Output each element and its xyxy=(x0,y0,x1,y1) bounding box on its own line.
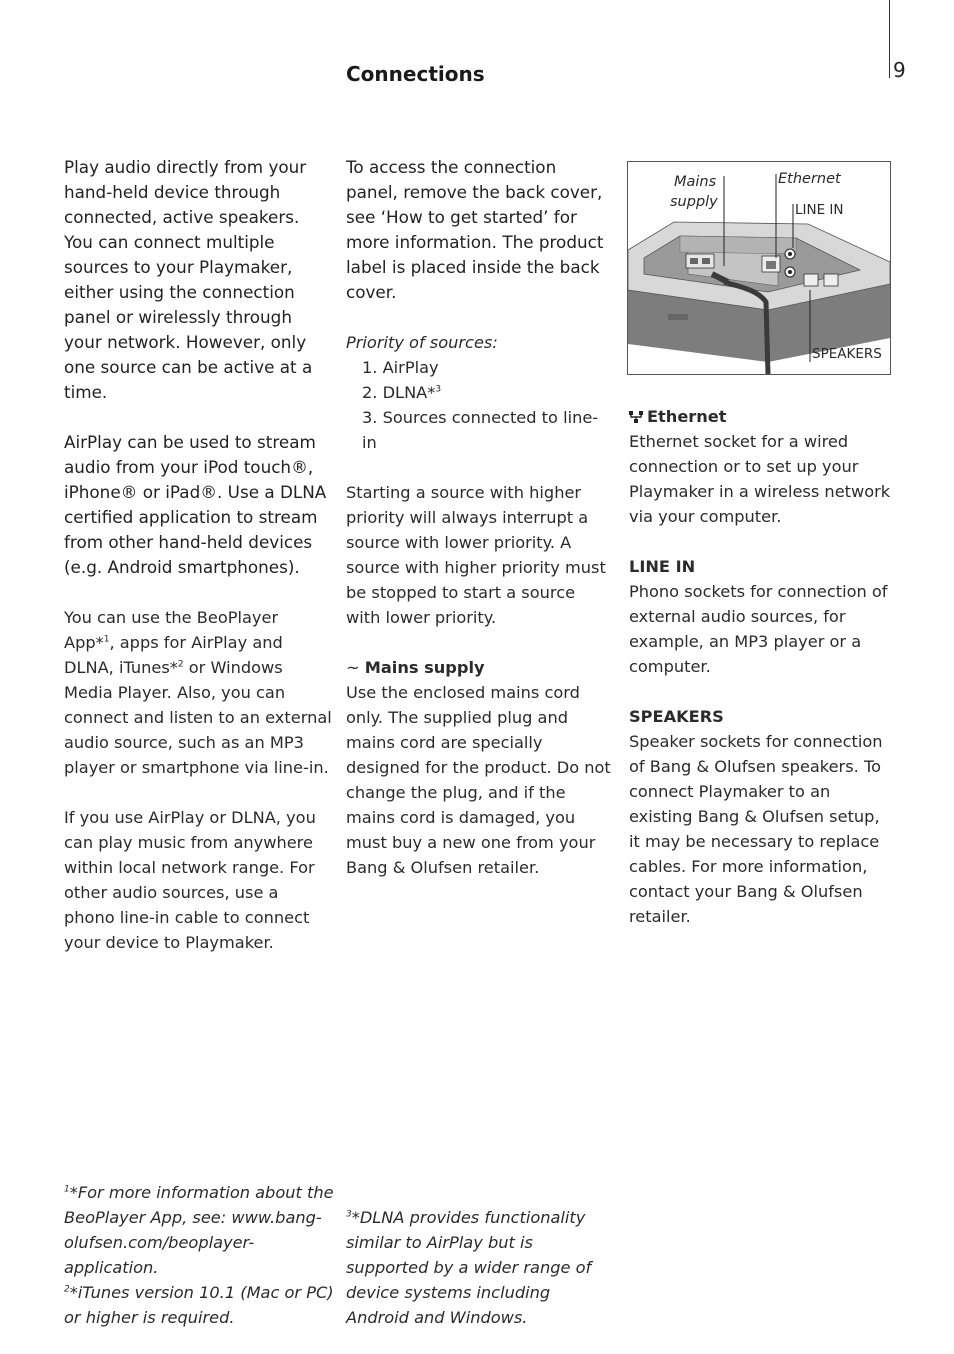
page-divider-line xyxy=(889,0,890,78)
column-intro xyxy=(64,155,332,955)
linein-paragraph: Phono sockets for connection of external audio sources, for example, an MP3 player or a computer. xyxy=(629,582,888,676)
range-paragraph: If you use AirPlay or DLNA, you can play music from anywhere within local network range. For other audio sources, use a phono line-in cable to connect your device to Playmaker. xyxy=(64,808,316,952)
label-line-in: LINE IN xyxy=(795,202,844,218)
speakers-heading: SPEAKERS xyxy=(629,707,724,726)
label-mains: Mains xyxy=(674,174,717,190)
airplay-paragraph: AirPlay can be used to stream audio from your iPod touch®, iPhone® or iPad®. Use a DLNA certified application to stream from other hand-held devices (e.g. Android smartphones). xyxy=(64,432,327,577)
page-title: Connections xyxy=(346,62,485,86)
mains-paragraph: Use the enclosed mains cord only. The supplied plug and mains cord are specially designed for the product. Do not change the plug, and if the mains cord is damaged, you must buy a new one from your Bang & Olufsen retailer. xyxy=(346,683,611,877)
mains-heading: ~ Mains supply xyxy=(346,658,485,677)
footnotes-left xyxy=(64,1180,334,1330)
footnotes-right xyxy=(346,1205,612,1330)
column-connection-panel xyxy=(346,155,612,880)
priority-paragraph: Starting a source with higher priority will always interrupt a source with lower priority. A source with higher priority must be stopped to start a source with lower priority. xyxy=(346,483,606,627)
footnote-3: $^3$*DLNA provides functionality similar to AirPlay but is supported by a wider range of device systems including Android and Windows. xyxy=(346,1208,592,1327)
priority-item-3: 3. Sources connected to line-in xyxy=(362,408,599,452)
access-paragraph: To access the connection panel, remove the back cover, see ‘How to get started’ for more information. The product label is placed inside the back cover. xyxy=(346,157,604,302)
connection-panel-illustration xyxy=(627,161,891,375)
label-supply: supply xyxy=(670,194,718,210)
speakers-paragraph: Speaker sockets for connection of Bang & Olufsen speakers. To connect Playmaker to an existing Bang & Olufsen setup, it may be necessary to replace cables. For more information, contact your Bang & Olufsen retailer. xyxy=(629,732,883,926)
column-sockets xyxy=(629,404,895,929)
priority-heading: Priority of sources: xyxy=(346,333,498,352)
mains-symbol-icon: ~ xyxy=(346,658,360,677)
apps-paragraph: You can use the BeoPlayer App*$^1$, apps for AirPlay and DLNA, iTunes*$^2$ or Windows Media Player. Also, you can connect and listen to an external audio source, such as an MP3 player or smartphone via line-in. xyxy=(64,608,332,777)
ethernet-icon xyxy=(629,411,643,423)
label-ethernet: Ethernet xyxy=(778,171,841,187)
label-speakers: SPEAKERS xyxy=(812,346,882,362)
priority-item-2: 2. DLNA*$^3$ xyxy=(362,383,442,402)
footnote-2: $^2$*iTunes version 10.1 (Mac or PC) or higher is required. xyxy=(64,1283,334,1327)
page-number: 9 xyxy=(893,58,906,82)
intro-paragraph: Play audio directly from your hand-held device through connected, active speakers. You can connect multiple sources to your Playmaker, either using the connection panel or wirelessly through your network. However, only one source can be active at a time. xyxy=(64,157,313,402)
footnote-1: $^1$*For more information about the BeoPlayer App, see: www.bang-olufsen.com/beoplayer-application. xyxy=(64,1183,334,1277)
ethernet-heading: Ethernet xyxy=(629,404,895,429)
priority-item-1: 1. AirPlay xyxy=(362,358,439,377)
linein-heading: LINE IN xyxy=(629,557,696,576)
ethernet-paragraph: Ethernet socket for a wired connection or to set up your Playmaker in a wireless network via your computer. xyxy=(629,432,891,526)
